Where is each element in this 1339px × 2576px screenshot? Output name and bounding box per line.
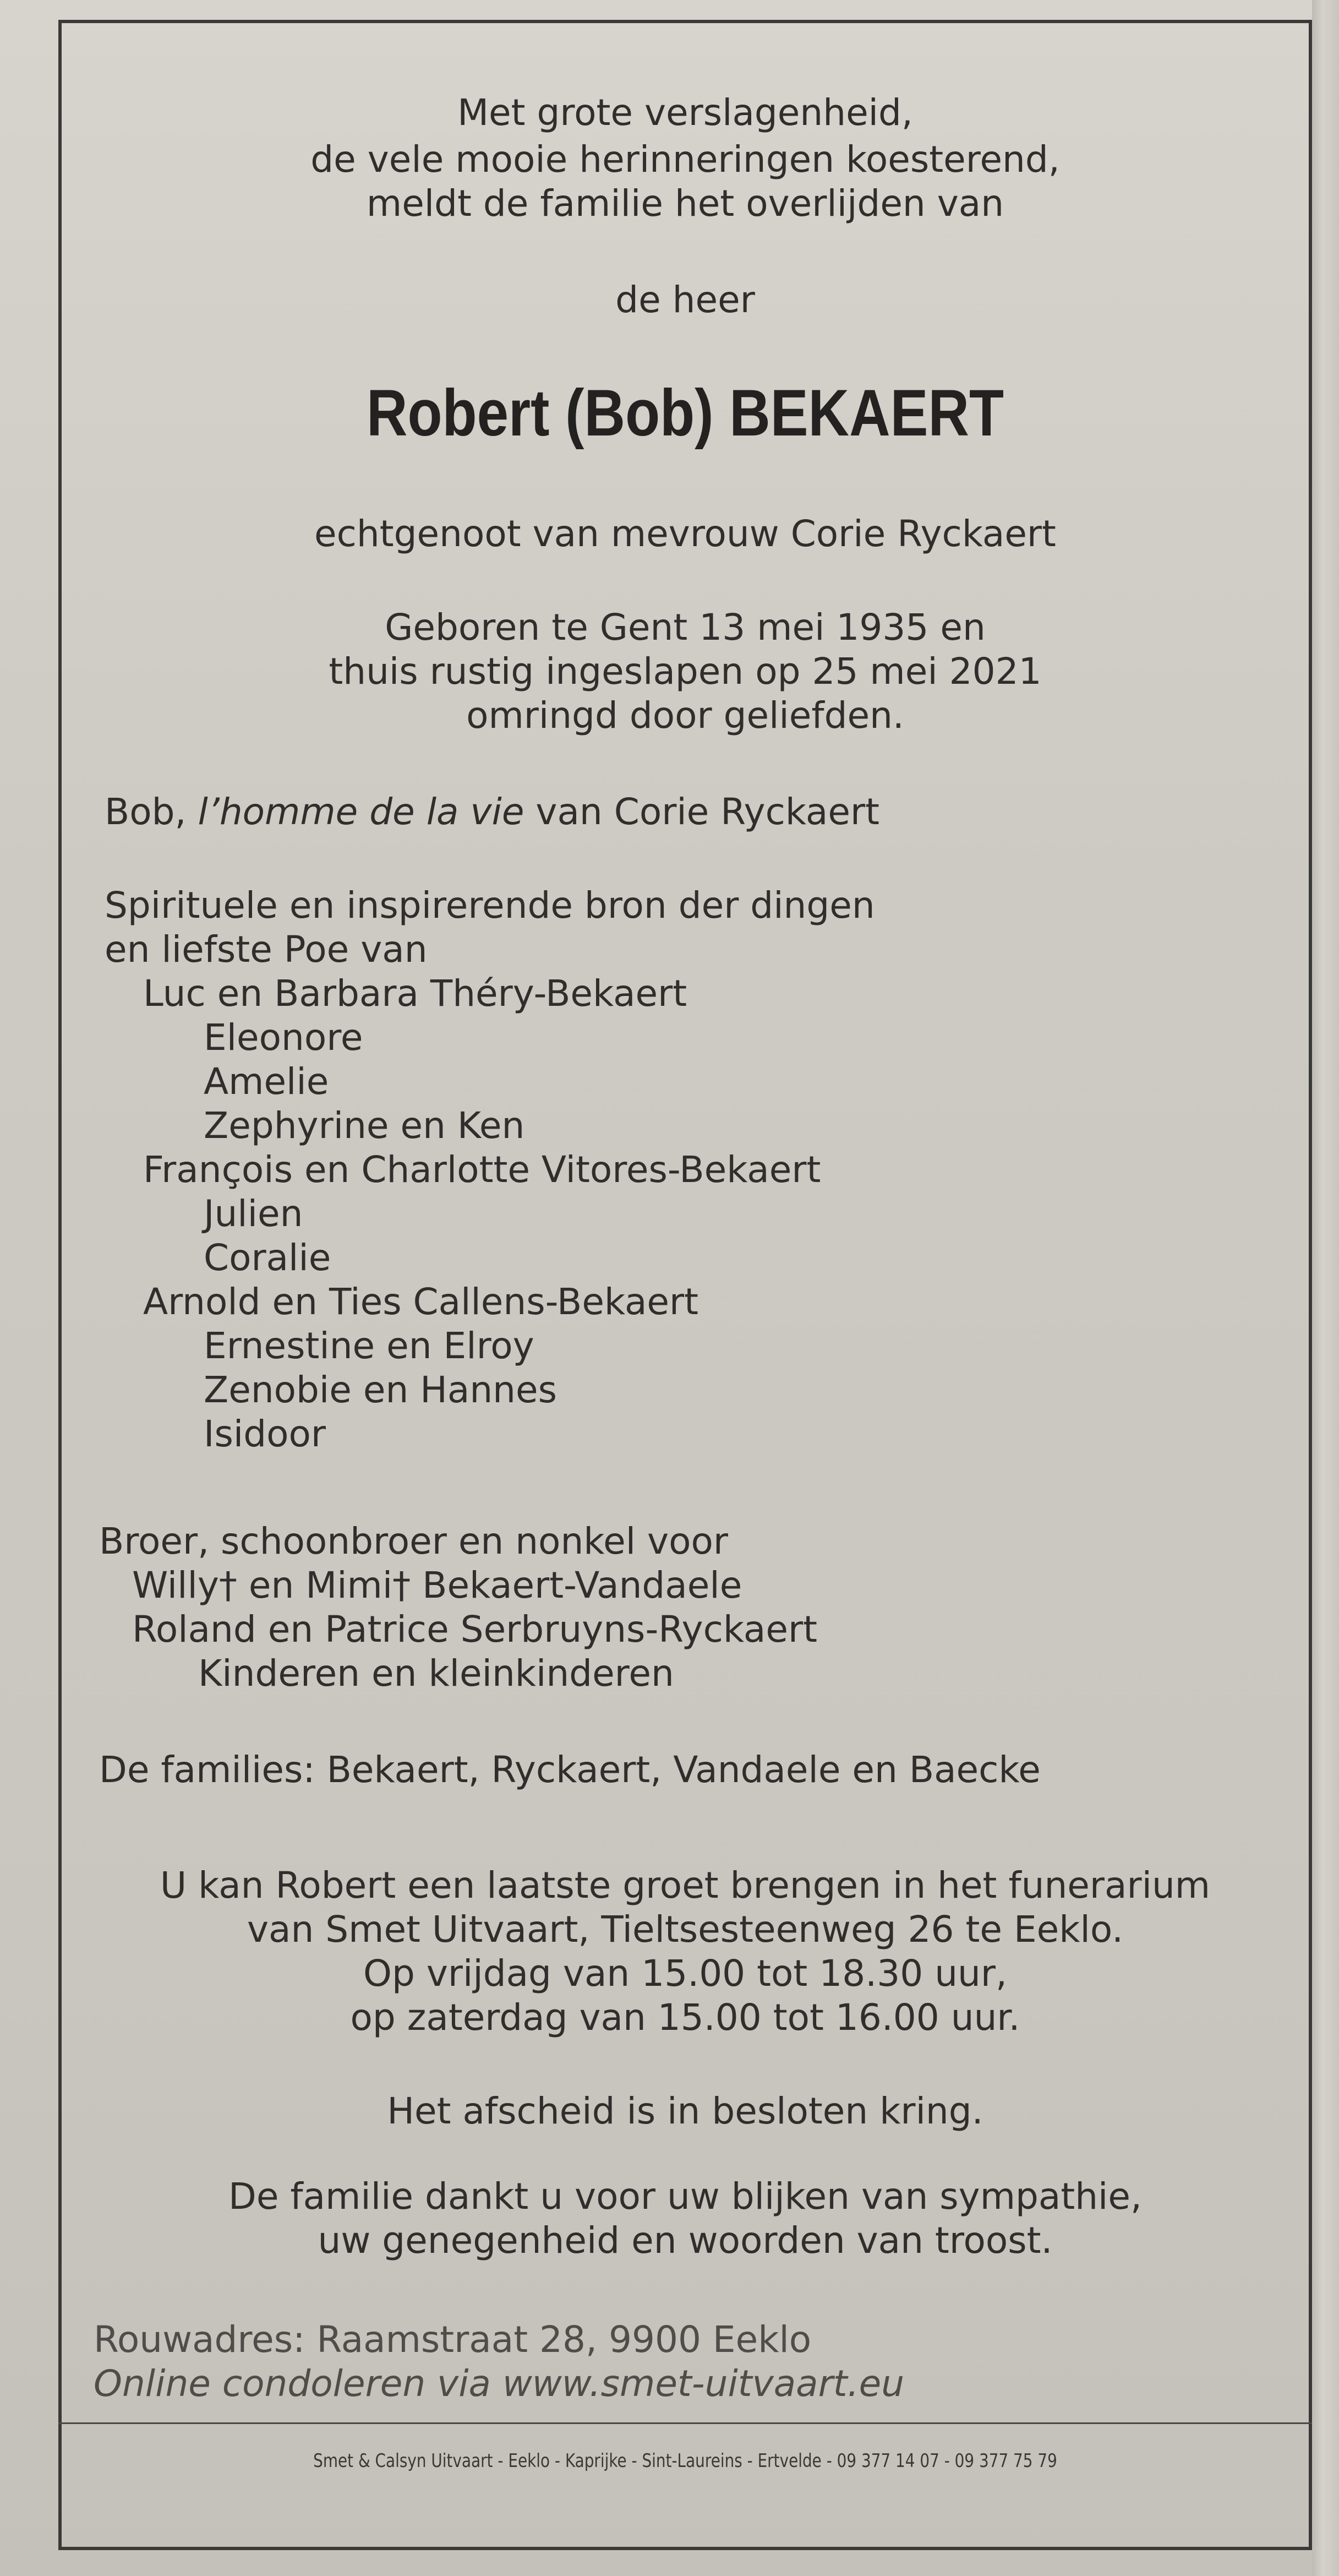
siblings-intro: Broer, schoonbroer en nonkel voor [99,1520,729,1562]
intro-line-2: de vele mooie herinneringen koesterend, [310,138,1060,181]
grandchild-1-2: Amelie [204,1060,329,1103]
grandchild-1-3: Zephyrine en Ken [204,1104,525,1147]
grandchild-3-3: Isidoor [204,1413,326,1455]
grandchild-2-2: Coralie [204,1237,331,1279]
life-line-3: omringd door geliefden. [466,694,904,737]
intro-line-1: Met grote verslagenheid, [457,91,913,134]
visitation-line-4: op zaterdag van 15.00 tot 16.00 uur. [350,1996,1020,2039]
paper-edge [1312,0,1339,2576]
sibling-2: Roland en Patrice Serbruyns-Ryckaert [132,1608,817,1651]
bob-line-italic: l’homme de la vie [198,791,524,833]
family-intro-2: en liefste Poe van [105,928,428,971]
address-line: Rouwadres: Raamstraat 28, 9900 Eeklo [94,2318,812,2361]
visitation-line-2: van Smet Uitvaart, Tieltsesteenweg 26 te Eeklo. [247,1908,1124,1951]
family-intro-1: Spirituele en inspirerende bron der dingen [105,884,875,927]
online-condolence-line: Online condoleren via www.smet-uitvaart.eu [94,2362,905,2405]
life-line-2: thuis rustig ingeslapen op 25 mei 2021 [329,650,1042,693]
families-line: De families: Bekaert, Ryckaert, Vandaele en Baecke [99,1749,1041,1791]
grandchild-2-1: Julien [204,1192,303,1235]
grandchild-1-1: Eleonore [204,1016,363,1059]
footer-divider [58,2422,1312,2424]
child-2: François en Charlotte Vitores-Bekaert [143,1148,821,1191]
visitation-line-3: Op vrijdag van 15.00 tot 18.30 uur, [363,1952,1007,1995]
intro-line-3: meldt de familie het overlijden van [366,182,1004,225]
spouse-line: echtgenoot van mevrouw Corie Ryckaert [314,513,1056,555]
funeral-home-footer: Smet & Calsyn Uitvaart - Eeklo - Kaprijke - Sint-Laureins - Ertvelde - 09 377 14 07 - 09 377 75 79 [313,2450,1057,2472]
visitation-line-1: U kan Robert een laatste groet brengen in het funerarium [160,1864,1211,1907]
bob-line [105,790,879,834]
deceased-name: Robert (Bob) BEKAERT [366,376,1004,450]
grandchild-3-2: Zenobie en Hannes [204,1369,557,1411]
life-line-1: Geboren te Gent 13 mei 1935 en [385,606,986,649]
grandchild-3-1: Ernestine en Elroy [204,1325,534,1367]
farewell-line: Het afscheid is in besloten kring. [387,2090,983,2132]
child-1: Luc en Barbara Théry-Bekaert [143,972,687,1015]
siblings-children: Kinderen en kleinkinderen [198,1652,674,1695]
bob-line-before: Bob, [105,791,198,833]
thanks-line-2: uw genegenheid en woorden van troost. [318,2219,1053,2262]
child-3: Arnold en Ties Callens-Bekaert [143,1281,699,1323]
sibling-1: Willy† en Mimi† Bekaert-Vandaele [132,1564,742,1606]
bob-line-after: van Corie Ryckaert [524,791,879,833]
thanks-line-1: De familie dankt u voor uw blijken van sympathie, [228,2175,1142,2218]
title-prefix: de heer [615,279,755,321]
